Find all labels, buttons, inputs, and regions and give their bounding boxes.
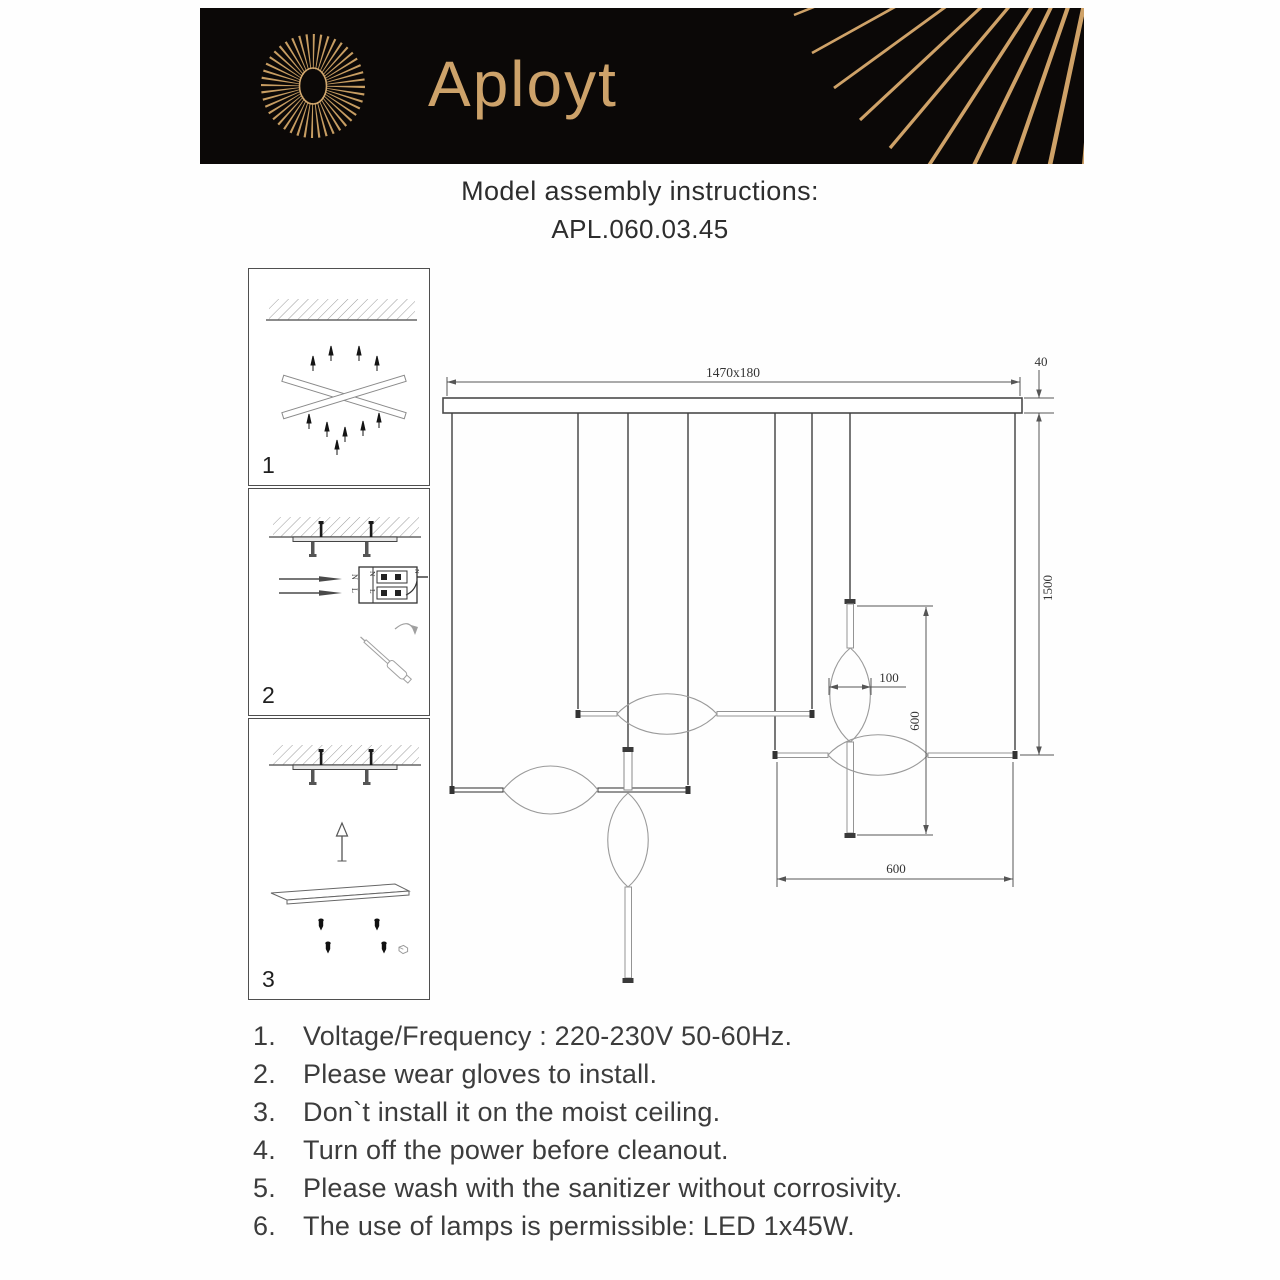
dim-right-width-label: 600 (886, 861, 906, 876)
step2-illustration (249, 489, 428, 709)
item-text: Please wear gloves to install. (303, 1059, 658, 1089)
step-number-1: 1 (262, 452, 275, 478)
brand-wordmark: Aployt (428, 48, 618, 120)
cross-mounting-bracket (282, 375, 406, 419)
item-text: Don`t install it on the moist ceiling. (303, 1097, 721, 1127)
step3-illustration (249, 719, 428, 993)
ceiling-canopy-bar (443, 398, 1022, 413)
dim-canopy-height-label: 40 (1034, 354, 1048, 369)
terminal-label-l: L (368, 589, 377, 594)
up-arrow-icon (337, 823, 348, 861)
step1-illustration (249, 269, 428, 479)
instruction-list (253, 1022, 1073, 1240)
item-number: 1. (253, 1021, 276, 1051)
suspension-wires (452, 413, 1015, 786)
step-number-3: 3 (262, 966, 275, 992)
center-driver-rod (623, 747, 634, 790)
step-panel-3 (248, 718, 430, 1000)
dim-suspension-label: 1500 (1040, 575, 1055, 601)
list-item (253, 1174, 1073, 1202)
item-number: 6. (253, 1211, 276, 1241)
step-number-2: 2 (262, 682, 275, 708)
item-number: 2. (253, 1059, 276, 1089)
dim-leaf-width-label: 100 (879, 670, 899, 685)
header-banner (200, 8, 1084, 164)
lower-right-tube (773, 735, 1018, 776)
lower-left-tube (450, 766, 691, 814)
canopy-plate (271, 884, 409, 904)
hex-nut-icon (399, 945, 408, 953)
wiring-diagram (279, 567, 428, 603)
list-item (253, 1060, 1073, 1088)
item-text: Voltage/Frequency : 220-230V 50-60Hz. (303, 1021, 793, 1051)
wire-label-n: N (350, 574, 359, 580)
ceiling-hatch (273, 517, 419, 537)
item-number: 3. (253, 1097, 276, 1127)
title-block (0, 176, 1280, 245)
rays-decoration (654, 8, 1084, 164)
technical-drawing (440, 350, 1072, 1000)
model-number: APL.060.03.45 (551, 214, 729, 244)
screwdriver-icon (358, 624, 418, 685)
dim-overall-label: 1470x180 (706, 365, 760, 380)
dim-right-height-label: 600 (907, 711, 922, 731)
ceiling-hatch (273, 745, 419, 765)
ceiling-hatch (269, 299, 415, 320)
list-item (253, 1136, 1073, 1164)
right-vertical-fixture (830, 599, 871, 838)
step-panel-2 (248, 488, 430, 716)
center-vertical-fixture (608, 793, 649, 983)
list-item (253, 1098, 1073, 1126)
step-panel-1 (248, 268, 430, 486)
sunburst-logo-icon (248, 18, 378, 154)
item-text: Turn off the power before cleanout. (303, 1135, 729, 1165)
list-item (253, 1212, 1073, 1240)
terminal-label-n: N (368, 571, 377, 577)
list-item (253, 1022, 1073, 1050)
upper-tube (576, 694, 815, 735)
item-number: 4. (253, 1135, 276, 1165)
page-title: Model assembly instructions: (461, 176, 819, 206)
item-number: 5. (253, 1173, 276, 1203)
item-text: The use of lamps is permissible: LED 1x45W. (303, 1211, 855, 1241)
canopy-screws (318, 919, 386, 954)
terminal-label-n2: N (413, 569, 420, 574)
wire-label-l: L (350, 588, 359, 593)
item-text: Please wash with the sanitizer without corrosivity. (303, 1173, 903, 1203)
